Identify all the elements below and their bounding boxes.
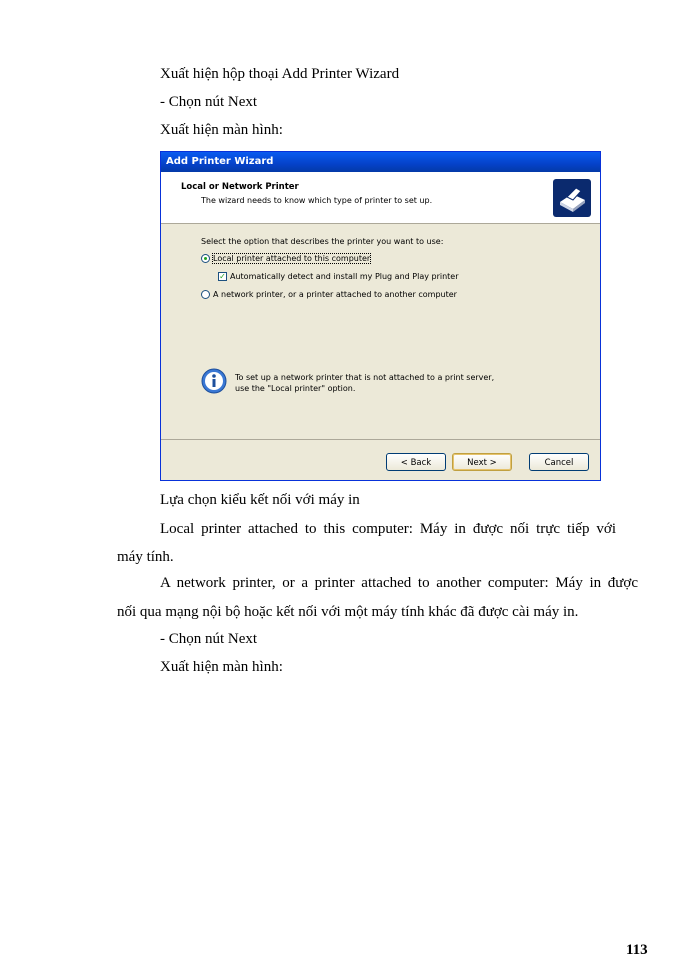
info-line-2: use the "Local printer" option. bbox=[235, 384, 356, 393]
info-note bbox=[201, 368, 494, 394]
wizard-header bbox=[161, 172, 600, 224]
local-printer-radio[interactable] bbox=[201, 254, 210, 263]
paragraph-2: - Chọn nút Next bbox=[160, 94, 258, 110]
local-printer-option[interactable] bbox=[201, 254, 370, 263]
page-number: 113 bbox=[626, 942, 648, 958]
paragraph-1: Xuất hiện hộp thoại Add Printer Wizard bbox=[160, 66, 400, 82]
paragraph-5-line-1: Local printer attached to this computer: Máy in được nối trực tiếp với bbox=[160, 521, 616, 537]
cancel-button[interactable]: Cancel bbox=[529, 453, 589, 471]
paragraph-8: Xuất hiện màn hình: bbox=[160, 659, 283, 675]
header-subtitle: The wizard needs to know which type of printer to set up. bbox=[201, 196, 433, 205]
network-printer-label: A network printer, or a printer attached to another computer bbox=[213, 290, 457, 299]
dialog-title: Add Printer Wizard bbox=[166, 156, 274, 167]
paragraph-6-line-2: nối qua mạng nội bộ hoặc kết nối với một máy tính khác đã được cài máy in. bbox=[117, 604, 579, 620]
paragraph-6-line-1: A network printer, or a printer attached to another computer: Máy in được bbox=[160, 575, 638, 591]
add-printer-wizard-dialog bbox=[160, 151, 601, 481]
back-button[interactable]: < Back bbox=[386, 453, 446, 471]
auto-detect-label: Automatically detect and install my Plug and Play printer bbox=[230, 272, 459, 281]
network-printer-radio[interactable] bbox=[201, 290, 210, 299]
paragraph-5-line-2: máy tính. bbox=[117, 549, 174, 565]
button-separator bbox=[161, 439, 600, 440]
paragraph-3: Xuất hiện màn hình: bbox=[160, 122, 283, 138]
info-icon bbox=[201, 368, 227, 394]
option-prompt: Select the option that describes the printer you want to use: bbox=[201, 237, 444, 246]
next-button[interactable]: Next > bbox=[452, 453, 512, 471]
network-printer-option[interactable] bbox=[201, 290, 457, 299]
auto-detect-option[interactable] bbox=[218, 272, 459, 281]
info-line-1: To set up a network printer that is not attached to a print server, bbox=[235, 373, 495, 382]
dialog-titlebar[interactable] bbox=[161, 152, 600, 172]
local-printer-label: Local printer attached to this computer bbox=[213, 254, 371, 263]
paragraph-7: - Chọn nút Next bbox=[160, 631, 258, 647]
printer-icon bbox=[552, 178, 592, 218]
figure-caption: Lựa chọn kiểu kết nối với máy in bbox=[160, 492, 360, 508]
header-title: Local or Network Printer bbox=[181, 182, 299, 192]
wizard-body bbox=[161, 224, 600, 439]
auto-detect-checkbox[interactable]: ✓ bbox=[219, 272, 226, 281]
